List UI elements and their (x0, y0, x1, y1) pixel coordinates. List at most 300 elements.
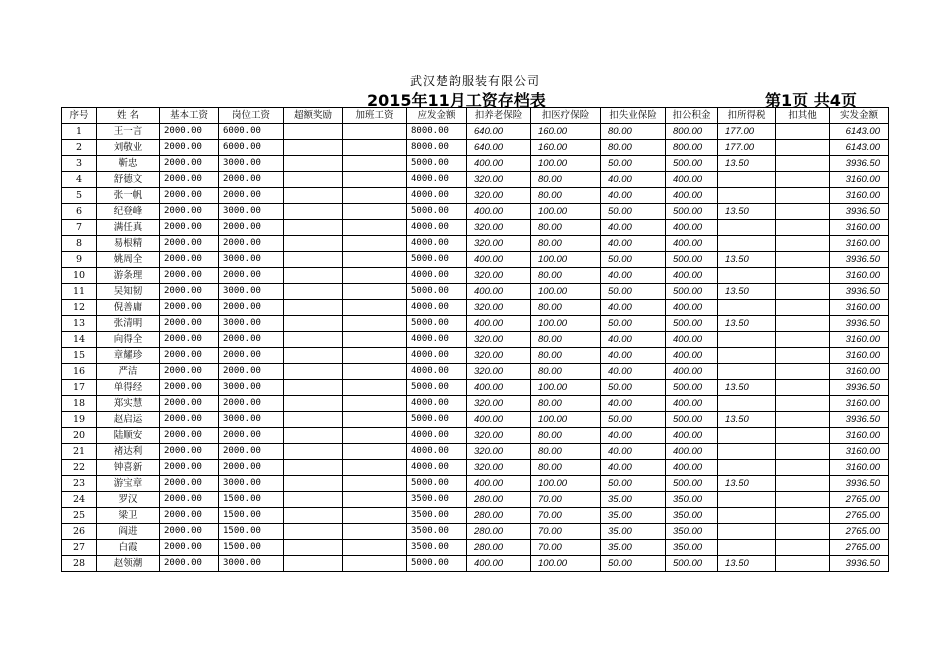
housing-fund-deduction-cell: 350.00 (666, 492, 718, 508)
pension-deduction-cell: 320.00 (467, 396, 531, 412)
income-tax-deduction-cell: 13.50 (718, 316, 776, 332)
income-tax-deduction-cell (718, 396, 776, 412)
employee-name-cell: 阎进 (97, 524, 160, 540)
net-amount-cell: 3160.00 (830, 348, 889, 364)
post-salary-cell: 6000.00 (219, 124, 284, 140)
employee-name-cell: 罗汉 (97, 492, 160, 508)
housing-fund-deduction-cell: 500.00 (666, 380, 718, 396)
net-amount-cell: 2765.00 (830, 524, 889, 540)
net-amount-cell: 3936.50 (830, 412, 889, 428)
income-tax-deduction-cell: 13.50 (718, 476, 776, 492)
medical-deduction-cell: 160.00 (531, 140, 601, 156)
table-row (62, 540, 889, 556)
base-salary-cell: 2000.00 (160, 364, 219, 380)
other-deduction-cell (776, 188, 830, 204)
housing-fund-deduction-cell: 800.00 (666, 124, 718, 140)
pension-deduction-cell: 280.00 (467, 540, 531, 556)
base-salary-cell: 2000.00 (160, 300, 219, 316)
post-salary-cell: 3000.00 (219, 476, 284, 492)
base-salary-cell: 2000.00 (160, 444, 219, 460)
row-index-cell: 8 (62, 236, 97, 252)
gross-amount-cell: 3500.00 (407, 540, 467, 556)
base-salary-cell: 2000.00 (160, 556, 219, 572)
row-index-cell: 25 (62, 508, 97, 524)
net-amount-cell: 3936.50 (830, 252, 889, 268)
medical-deduction-cell: 80.00 (531, 188, 601, 204)
net-amount-cell: 3160.00 (830, 220, 889, 236)
medical-deduction-cell: 70.00 (531, 524, 601, 540)
page-info: 第1页 共4页 (765, 91, 857, 110)
gross-amount-cell: 4000.00 (407, 236, 467, 252)
base-salary-cell: 2000.00 (160, 476, 219, 492)
post-salary-cell: 2000.00 (219, 364, 284, 380)
base-salary-cell: 2000.00 (160, 508, 219, 524)
row-index-cell: 21 (62, 444, 97, 460)
employee-name-cell: 易根精 (97, 236, 160, 252)
employee-name-cell: 游宝章 (97, 476, 160, 492)
table-row (62, 396, 889, 412)
net-amount-cell: 3160.00 (830, 268, 889, 284)
base-salary-cell: 2000.00 (160, 140, 219, 156)
housing-fund-deduction-cell: 400.00 (666, 396, 718, 412)
excess-bonus-cell (284, 188, 343, 204)
excess-bonus-cell (284, 508, 343, 524)
base-salary-cell: 2000.00 (160, 316, 219, 332)
post-salary-cell: 1500.00 (219, 492, 284, 508)
income-tax-deduction-cell: 13.50 (718, 156, 776, 172)
row-index-cell: 1 (62, 124, 97, 140)
overtime-pay-cell (343, 492, 407, 508)
pension-deduction-cell: 320.00 (467, 172, 531, 188)
overtime-pay-cell (343, 428, 407, 444)
unemployment-deduction-cell: 40.00 (601, 396, 666, 412)
gross-amount-cell: 4000.00 (407, 188, 467, 204)
post-salary-cell: 1500.00 (219, 540, 284, 556)
pension-deduction-cell: 400.00 (467, 556, 531, 572)
medical-deduction-cell: 100.00 (531, 284, 601, 300)
employee-name-cell: 张一帆 (97, 188, 160, 204)
column-header: 基本工资 (160, 108, 219, 124)
base-salary-cell: 2000.00 (160, 156, 219, 172)
table-row (62, 236, 889, 252)
excess-bonus-cell (284, 492, 343, 508)
medical-deduction-cell: 100.00 (531, 412, 601, 428)
other-deduction-cell (776, 124, 830, 140)
unemployment-deduction-cell: 40.00 (601, 428, 666, 444)
pension-deduction-cell: 400.00 (467, 156, 531, 172)
row-index-cell: 4 (62, 172, 97, 188)
housing-fund-deduction-cell: 500.00 (666, 204, 718, 220)
gross-amount-cell: 4000.00 (407, 332, 467, 348)
post-salary-cell: 2000.00 (219, 444, 284, 460)
base-salary-cell: 2000.00 (160, 124, 219, 140)
net-amount-cell: 3160.00 (830, 460, 889, 476)
net-amount-cell: 3160.00 (830, 444, 889, 460)
medical-deduction-cell: 80.00 (531, 348, 601, 364)
other-deduction-cell (776, 524, 830, 540)
table-row (62, 172, 889, 188)
employee-name-cell: 陆顺安 (97, 428, 160, 444)
post-salary-cell: 2000.00 (219, 348, 284, 364)
excess-bonus-cell (284, 540, 343, 556)
medical-deduction-cell: 80.00 (531, 332, 601, 348)
net-amount-cell: 3160.00 (830, 300, 889, 316)
pension-deduction-cell: 320.00 (467, 220, 531, 236)
unemployment-deduction-cell: 50.00 (601, 156, 666, 172)
table-row (62, 508, 889, 524)
column-header: 姓 名 (97, 108, 160, 124)
other-deduction-cell (776, 172, 830, 188)
base-salary-cell: 2000.00 (160, 396, 219, 412)
table-row (62, 524, 889, 540)
overtime-pay-cell (343, 204, 407, 220)
employee-name-cell: 钟喜新 (97, 460, 160, 476)
medical-deduction-cell: 100.00 (531, 380, 601, 396)
base-salary-cell: 2000.00 (160, 268, 219, 284)
other-deduction-cell (776, 268, 830, 284)
post-salary-cell: 2000.00 (219, 428, 284, 444)
base-salary-cell: 2000.00 (160, 284, 219, 300)
table-row (62, 380, 889, 396)
row-index-cell: 15 (62, 348, 97, 364)
net-amount-cell: 3160.00 (830, 332, 889, 348)
base-salary-cell: 2000.00 (160, 204, 219, 220)
net-amount-cell: 6143.00 (830, 124, 889, 140)
housing-fund-deduction-cell: 500.00 (666, 412, 718, 428)
gross-amount-cell: 5000.00 (407, 204, 467, 220)
unemployment-deduction-cell: 50.00 (601, 316, 666, 332)
table-row (62, 428, 889, 444)
post-salary-cell: 3000.00 (219, 412, 284, 428)
base-salary-cell: 2000.00 (160, 524, 219, 540)
housing-fund-deduction-cell: 400.00 (666, 332, 718, 348)
base-salary-cell: 2000.00 (160, 220, 219, 236)
housing-fund-deduction-cell: 400.00 (666, 236, 718, 252)
medical-deduction-cell: 100.00 (531, 156, 601, 172)
unemployment-deduction-cell: 50.00 (601, 380, 666, 396)
table-row (62, 316, 889, 332)
row-index-cell: 24 (62, 492, 97, 508)
post-salary-cell: 3000.00 (219, 284, 284, 300)
gross-amount-cell: 4000.00 (407, 220, 467, 236)
pension-deduction-cell: 640.00 (467, 124, 531, 140)
other-deduction-cell (776, 364, 830, 380)
overtime-pay-cell (343, 524, 407, 540)
employee-name-cell: 梁卫 (97, 508, 160, 524)
excess-bonus-cell (284, 300, 343, 316)
medical-deduction-cell: 80.00 (531, 300, 601, 316)
gross-amount-cell: 5000.00 (407, 412, 467, 428)
employee-name-cell: 舒德文 (97, 172, 160, 188)
excess-bonus-cell (284, 460, 343, 476)
income-tax-deduction-cell: 13.50 (718, 556, 776, 572)
income-tax-deduction-cell (718, 492, 776, 508)
employee-name-cell: 姚周全 (97, 252, 160, 268)
header-row (62, 108, 889, 124)
employee-name-cell: 张清明 (97, 316, 160, 332)
employee-name-cell: 向得全 (97, 332, 160, 348)
post-salary-cell: 3000.00 (219, 316, 284, 332)
housing-fund-deduction-cell: 500.00 (666, 156, 718, 172)
unemployment-deduction-cell: 80.00 (601, 140, 666, 156)
table-row (62, 284, 889, 300)
housing-fund-deduction-cell: 400.00 (666, 172, 718, 188)
overtime-pay-cell (343, 332, 407, 348)
gross-amount-cell: 4000.00 (407, 172, 467, 188)
income-tax-deduction-cell (718, 428, 776, 444)
net-amount-cell: 2765.00 (830, 540, 889, 556)
excess-bonus-cell (284, 124, 343, 140)
unemployment-deduction-cell: 40.00 (601, 460, 666, 476)
medical-deduction-cell: 100.00 (531, 204, 601, 220)
overtime-pay-cell (343, 540, 407, 556)
post-salary-cell: 1500.00 (219, 508, 284, 524)
overtime-pay-cell (343, 284, 407, 300)
excess-bonus-cell (284, 364, 343, 380)
row-index-cell: 17 (62, 380, 97, 396)
excess-bonus-cell (284, 396, 343, 412)
medical-deduction-cell: 160.00 (531, 124, 601, 140)
post-salary-cell: 3000.00 (219, 556, 284, 572)
pension-deduction-cell: 280.00 (467, 492, 531, 508)
salary-table (61, 107, 889, 572)
medical-deduction-cell: 80.00 (531, 428, 601, 444)
overtime-pay-cell (343, 236, 407, 252)
post-salary-cell: 2000.00 (219, 188, 284, 204)
net-amount-cell: 2765.00 (830, 492, 889, 508)
overtime-pay-cell (343, 124, 407, 140)
overtime-pay-cell (343, 252, 407, 268)
other-deduction-cell (776, 396, 830, 412)
post-salary-cell: 6000.00 (219, 140, 284, 156)
overtime-pay-cell (343, 364, 407, 380)
unemployment-deduction-cell: 40.00 (601, 444, 666, 460)
employee-name-cell: 倪善庸 (97, 300, 160, 316)
housing-fund-deduction-cell: 400.00 (666, 460, 718, 476)
post-salary-cell: 2000.00 (219, 332, 284, 348)
income-tax-deduction-cell (718, 188, 776, 204)
housing-fund-deduction-cell: 500.00 (666, 284, 718, 300)
unemployment-deduction-cell: 50.00 (601, 556, 666, 572)
table-row (62, 140, 889, 156)
housing-fund-deduction-cell: 400.00 (666, 428, 718, 444)
medical-deduction-cell: 70.00 (531, 540, 601, 556)
table-row (62, 348, 889, 364)
unemployment-deduction-cell: 35.00 (601, 540, 666, 556)
income-tax-deduction-cell (718, 444, 776, 460)
gross-amount-cell: 5000.00 (407, 252, 467, 268)
unemployment-deduction-cell: 40.00 (601, 236, 666, 252)
employee-name-cell: 郑实慧 (97, 396, 160, 412)
gross-amount-cell: 4000.00 (407, 444, 467, 460)
column-header: 扣医疗保险 (531, 108, 601, 124)
column-header: 扣失业保险 (601, 108, 666, 124)
excess-bonus-cell (284, 556, 343, 572)
income-tax-deduction-cell (718, 348, 776, 364)
housing-fund-deduction-cell: 350.00 (666, 508, 718, 524)
gross-amount-cell: 3500.00 (407, 508, 467, 524)
pension-deduction-cell: 320.00 (467, 332, 531, 348)
base-salary-cell: 2000.00 (160, 348, 219, 364)
post-salary-cell: 2000.00 (219, 236, 284, 252)
table-row (62, 556, 889, 572)
housing-fund-deduction-cell: 800.00 (666, 140, 718, 156)
gross-amount-cell: 8000.00 (407, 124, 467, 140)
row-index-cell: 10 (62, 268, 97, 284)
other-deduction-cell (776, 316, 830, 332)
row-index-cell: 14 (62, 332, 97, 348)
pension-deduction-cell: 320.00 (467, 236, 531, 252)
table-row (62, 444, 889, 460)
column-header: 扣所得税 (718, 108, 776, 124)
pension-deduction-cell: 320.00 (467, 268, 531, 284)
employee-name-cell: 王一言 (97, 124, 160, 140)
table-row (62, 252, 889, 268)
employee-name-cell: 赵领潮 (97, 556, 160, 572)
net-amount-cell: 3936.50 (830, 556, 889, 572)
overtime-pay-cell (343, 508, 407, 524)
unemployment-deduction-cell: 35.00 (601, 492, 666, 508)
net-amount-cell: 3936.50 (830, 284, 889, 300)
medical-deduction-cell: 70.00 (531, 508, 601, 524)
unemployment-deduction-cell: 50.00 (601, 252, 666, 268)
excess-bonus-cell (284, 524, 343, 540)
unemployment-deduction-cell: 35.00 (601, 524, 666, 540)
other-deduction-cell (776, 412, 830, 428)
overtime-pay-cell (343, 316, 407, 332)
income-tax-deduction-cell (718, 172, 776, 188)
other-deduction-cell (776, 444, 830, 460)
unemployment-deduction-cell: 40.00 (601, 268, 666, 284)
overtime-pay-cell (343, 444, 407, 460)
excess-bonus-cell (284, 236, 343, 252)
other-deduction-cell (776, 492, 830, 508)
post-salary-cell: 3000.00 (219, 252, 284, 268)
housing-fund-deduction-cell: 500.00 (666, 316, 718, 332)
overtime-pay-cell (343, 140, 407, 156)
income-tax-deduction-cell (718, 364, 776, 380)
pension-deduction-cell: 400.00 (467, 316, 531, 332)
gross-amount-cell: 3500.00 (407, 492, 467, 508)
other-deduction-cell (776, 348, 830, 364)
gross-amount-cell: 4000.00 (407, 348, 467, 364)
unemployment-deduction-cell: 40.00 (601, 364, 666, 380)
income-tax-deduction-cell: 13.50 (718, 284, 776, 300)
column-header: 应发金额 (407, 108, 467, 124)
post-salary-cell: 1500.00 (219, 524, 284, 540)
other-deduction-cell (776, 428, 830, 444)
income-tax-deduction-cell (718, 300, 776, 316)
row-index-cell: 19 (62, 412, 97, 428)
overtime-pay-cell (343, 380, 407, 396)
overtime-pay-cell (343, 348, 407, 364)
overtime-pay-cell (343, 172, 407, 188)
gross-amount-cell: 5000.00 (407, 476, 467, 492)
housing-fund-deduction-cell: 400.00 (666, 348, 718, 364)
row-index-cell: 6 (62, 204, 97, 220)
gross-amount-cell: 4000.00 (407, 364, 467, 380)
employee-name-cell: 褚达利 (97, 444, 160, 460)
base-salary-cell: 2000.00 (160, 236, 219, 252)
overtime-pay-cell (343, 300, 407, 316)
unemployment-deduction-cell: 35.00 (601, 508, 666, 524)
column-header: 扣其他 (776, 108, 830, 124)
overtime-pay-cell (343, 188, 407, 204)
net-amount-cell: 3160.00 (830, 428, 889, 444)
other-deduction-cell (776, 476, 830, 492)
excess-bonus-cell (284, 444, 343, 460)
gross-amount-cell: 5000.00 (407, 156, 467, 172)
medical-deduction-cell: 100.00 (531, 252, 601, 268)
gross-amount-cell: 5000.00 (407, 316, 467, 332)
post-salary-cell: 3000.00 (219, 380, 284, 396)
net-amount-cell: 3160.00 (830, 188, 889, 204)
pension-deduction-cell: 320.00 (467, 364, 531, 380)
pension-deduction-cell: 280.00 (467, 524, 531, 540)
table-row (62, 460, 889, 476)
row-index-cell: 11 (62, 284, 97, 300)
medical-deduction-cell: 80.00 (531, 268, 601, 284)
housing-fund-deduction-cell: 350.00 (666, 540, 718, 556)
table-row (62, 188, 889, 204)
net-amount-cell: 3936.50 (830, 156, 889, 172)
income-tax-deduction-cell (718, 508, 776, 524)
base-salary-cell: 2000.00 (160, 188, 219, 204)
row-index-cell: 18 (62, 396, 97, 412)
table-row (62, 156, 889, 172)
other-deduction-cell (776, 540, 830, 556)
other-deduction-cell (776, 332, 830, 348)
unemployment-deduction-cell: 40.00 (601, 220, 666, 236)
unemployment-deduction-cell: 50.00 (601, 412, 666, 428)
gross-amount-cell: 5000.00 (407, 380, 467, 396)
excess-bonus-cell (284, 268, 343, 284)
table-row (62, 412, 889, 428)
table-row (62, 476, 889, 492)
employee-name-cell: 靳忠 (97, 156, 160, 172)
other-deduction-cell (776, 204, 830, 220)
row-index-cell: 3 (62, 156, 97, 172)
overtime-pay-cell (343, 268, 407, 284)
other-deduction-cell (776, 220, 830, 236)
pension-deduction-cell: 400.00 (467, 476, 531, 492)
net-amount-cell: 3160.00 (830, 396, 889, 412)
base-salary-cell: 2000.00 (160, 412, 219, 428)
column-header: 扣公积金 (666, 108, 718, 124)
pension-deduction-cell: 400.00 (467, 252, 531, 268)
excess-bonus-cell (284, 316, 343, 332)
income-tax-deduction-cell (718, 460, 776, 476)
unemployment-deduction-cell: 40.00 (601, 348, 666, 364)
pension-deduction-cell: 320.00 (467, 428, 531, 444)
excess-bonus-cell (284, 140, 343, 156)
income-tax-deduction-cell: 13.50 (718, 380, 776, 396)
other-deduction-cell (776, 508, 830, 524)
excess-bonus-cell (284, 332, 343, 348)
housing-fund-deduction-cell: 400.00 (666, 268, 718, 284)
pension-deduction-cell: 400.00 (467, 412, 531, 428)
employee-name-cell: 吴知韧 (97, 284, 160, 300)
row-index-cell: 2 (62, 140, 97, 156)
base-salary-cell: 2000.00 (160, 380, 219, 396)
employee-name-cell: 严洁 (97, 364, 160, 380)
net-amount-cell: 3936.50 (830, 380, 889, 396)
income-tax-deduction-cell (718, 236, 776, 252)
gross-amount-cell: 8000.00 (407, 140, 467, 156)
employee-name-cell: 纪登峰 (97, 204, 160, 220)
excess-bonus-cell (284, 172, 343, 188)
base-salary-cell: 2000.00 (160, 428, 219, 444)
